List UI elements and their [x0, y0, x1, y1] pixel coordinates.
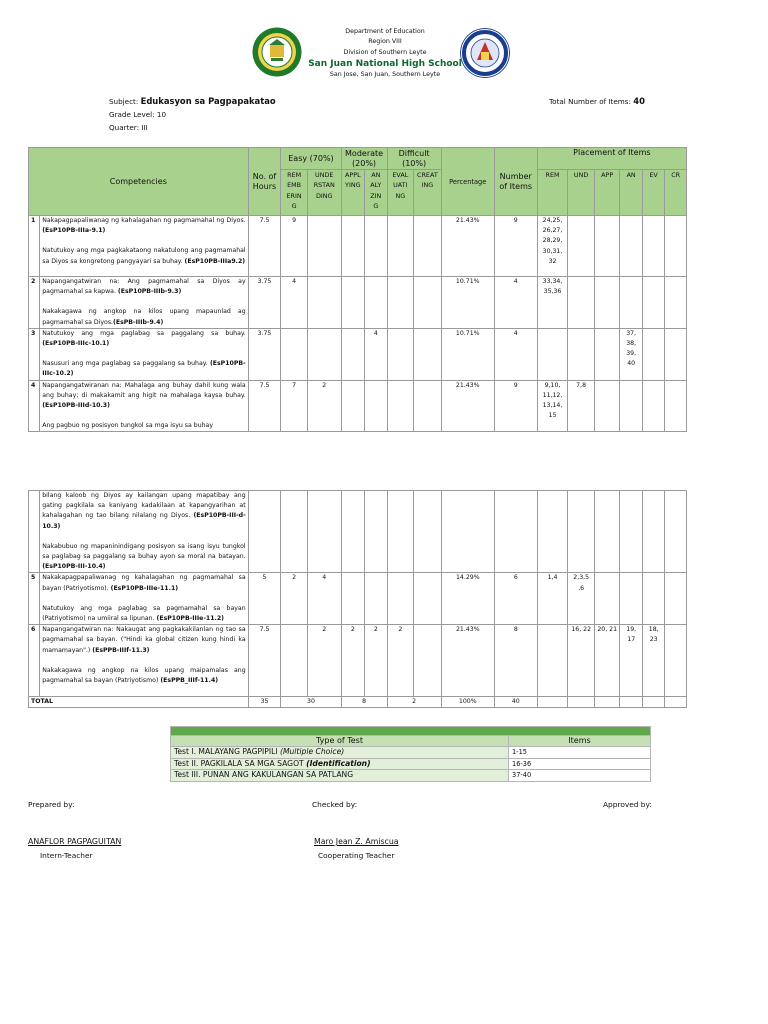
- col-easy: Easy (70%): [281, 148, 341, 170]
- table-row: [29, 491, 687, 573]
- checked-by-label: Checked by:: [312, 800, 358, 809]
- tos-table-page2: [28, 490, 687, 708]
- address-line: San Jose, San Juan, Southern Leyte: [329, 70, 441, 78]
- col-percentage: Percentage: [441, 148, 494, 216]
- table-row: 6 Napangangatwiran na: Nakaugat ang pagkakakilanlan ng tao sa pagmamahal sa bayan. ("Hindi ka global citizen kung hindi ka mamamayan".) (EsPPB-IIIf-11.3) Nakakagawa ng angkop na kilos upang maipamalas ang pagmamahal sa bayan (Patriyotismo) (EsPPB_IIIf-11.4) 7.5 2 2 2 2 21.43% 8 16, 22 20, 21 19, 17 18, 23: [29, 625, 687, 697]
- col-place-ev: EV: [642, 170, 664, 216]
- approved-by-label: Approved by:: [603, 800, 652, 809]
- dept-line: Department of Education: [345, 28, 425, 35]
- school-name: San Juan National High School: [308, 58, 462, 69]
- division-line: Division of Southern Leyte: [343, 48, 427, 56]
- tos-table-page1: [28, 147, 687, 432]
- total-items-value: 40: [633, 96, 645, 106]
- prepared-by-label: Prepared by:: [28, 800, 75, 809]
- competency-cell: Nakakapagpapaliwanag ng kahalagahan ng pagmamahal sa bayan (Patriyotismo). (EsP10PB-IIIe-11.1) Natutukoy ang mga paglabag sa pagmamahal sa bayan (Patriyotismo) na umiiral sa lipunan. (EsP10PB-IIIe-11.2): [40, 573, 248, 625]
- col-creating: CREAT ING: [414, 170, 442, 216]
- col-hours: No. of Hours: [248, 148, 281, 216]
- col-competencies: Competencies: [29, 148, 249, 216]
- competency-cell: Napangangatwiranan na: Mahalaga ang buhay dahil kung wala ang buhay; di makakamit ang higit na mahalaga kaysa buhay. (EsP10PB-IIId-10.3) Ang pagbuo ng posisyon tungkol sa mga isyu sa buhay: [40, 380, 248, 432]
- quarter: Quarter: III: [109, 123, 148, 132]
- table-row: 2 Napangangatwiran na: Ang pagmamahal sa Diyos ay pagmamahal sa kapwa. (EsP10PB-IIIb-9.3) Nakakagawa ng angkop na kilos upang mapaunlad ag pagmamahal sa Diyos.(EsPB-IIIb-9.4) 3.75 4 10.71% 4 33,34, 35,36: [29, 277, 687, 329]
- table-row: 4 Napangangatwiranan na: Mahalaga ang buhay dahil kung wala ang buhay; di makakamit ang higit na mahalaga kaysa buhay. (EsP10PB-IIId-10.3) Ang pagbuo ng posisyon tungkol sa mga isyu sa buhay 7.5 7 2 21.43% 9 9,10, 11,12, 13,14, 15 7,8: [29, 380, 687, 432]
- col-number-items: Number of Items: [494, 148, 537, 216]
- col-place-cr: CR: [665, 170, 687, 216]
- checker-role: Cooperating Teacher: [318, 851, 395, 860]
- col-remembering: REM EMB ERIN G: [281, 170, 308, 216]
- test-type-table: [170, 726, 651, 782]
- test-type-row: Test I. MALAYANG PAGPIPILI (Multiple Choice) 1-15: [171, 747, 651, 758]
- checker-name: Maro Jean Z. Amiscua: [314, 837, 399, 846]
- test-type-row: Test II. PAGKILALA SA MGA SAGOT (Identification) 16-36: [171, 758, 651, 769]
- col-placement: Placement of Items: [537, 148, 686, 170]
- col-place-an: AN: [620, 170, 642, 216]
- subject-value: Edukasyon sa Pagpapakatao: [140, 96, 276, 106]
- grade-level: Grade Level: 10: [109, 110, 167, 119]
- competency-cell: Nakapagpapaliwanag ng kahalagahan ng pagmamahal ng Diyos. (EsP10PB-IIIa-9.1) Natutukoy ang mga pagkakataong nakatulong ang pagmamahal sa Diyos sa kongretong pangyayari sa buhay. (EsP10PB-IIIa9.2): [40, 216, 248, 277]
- col-moderate: Moderate (20%): [341, 148, 387, 170]
- competency-cell: Natutukoy ang mga paglabag sa paggalang sa buhay. (EsP10PB-IIIc-10.1) Nasusuri ang mga paglabag sa paggalang sa buhay. (EsP10PB-IIIc-10.2): [40, 328, 248, 380]
- region-line: Region VIII: [368, 38, 402, 46]
- test-type-row: Test III. PUNAN ANG KAKULANGAN SA PATLANG 37-40: [171, 770, 651, 781]
- col-understanding: UNDE RSTAN DING: [307, 170, 341, 216]
- competency-cell: Napangangatwiran na: Nakaugat ang pagkakakilanlan ng tao sa pagmamahal sa bayan. ("Hindi ka global citizen kung hindi ka mamamayan".) (EsPPB-IIIf-11.3) Nakakagawa ng angkop na kilos upang maipamalas ang pagmamahal sa bayan (Patriyotismo) (EsPPB_IIIf-11.4): [40, 625, 248, 697]
- table-row: 1 Nakapagpapaliwanag ng kahalagahan ng pagmamahal ng Diyos. (EsP10PB-IIIa-9.1) Natutukoy ang mga pagkakataong nakatulong ang pagmamahal sa Diyos sa kongretong pangyayari sa buhay. (EsP10PB-IIIa9.2) 7.5 9 21.43% 9 24,25, 26,27, 28,29, 30,31, 32: [29, 216, 687, 277]
- competency-cell: Napangangatwiran na: Ang pagmamahal sa Diyos ay pagmamahal sa kapwa. (EsP10PB-IIIb-9.3) Nakakagawa ng angkop na kilos upang mapaunlad ag pagmamahal sa Diyos.(EsPB-IIIb-9.4): [40, 277, 248, 329]
- col-items: Items: [509, 736, 651, 747]
- table-row: 3 Natutukoy ang mga paglabag sa paggalang sa buhay. (EsP10PB-IIIc-10.1) Nasusuri ang mga paglabag sa paggalang sa buhay. (EsP10PB-IIIc-10.2) 3.75 4 10.71% 4 37, 38, 39, 40: [29, 328, 687, 380]
- col-place-app: APP: [594, 170, 620, 216]
- col-difficult: Difficult (10%): [387, 148, 441, 170]
- col-place-rem: REM: [537, 170, 568, 216]
- preparer-name: ANAFLOR PAGPAGUITAN: [28, 837, 122, 846]
- preparer-role: Intern-Teacher: [40, 851, 93, 860]
- col-applying: APPL YING: [341, 170, 364, 216]
- competency-cell: bilang kaloob ng Diyos ay kailangan upang mapatibay ang gating pagkilala sa kaniyang kadakilaan at kapangyarihan at kahalagahan ng tao bilang nilalang ng Diyos. (EsP10PB-III-d-10.3) Nakabubuo ng mapaninindigang posisyon sa isang isyu tungkol sa paglabag sa paggalang sa buhay ayon sa moral na batayan. (EsP10PB-III-10.4): [40, 491, 248, 573]
- total-row: TOTAL 35 30 8 2 100% 40: [29, 697, 687, 708]
- total-items-line: Total Number of Items: 40: [549, 96, 645, 106]
- school-header: [290, 27, 480, 80]
- col-place-und: UND: [568, 170, 595, 216]
- col-evaluating: EVAL UATI NG: [387, 170, 414, 216]
- col-analyzing: AN ALY ZIN G: [365, 170, 387, 216]
- table-row: 5 Nakakapagpapaliwanag ng kahalagahan ng pagmamahal sa bayan (Patriyotismo). (EsP10PB-IIIe-11.1) Natutukoy ang mga paglabag sa pagmamahal sa bayan (Patriyotismo) na umiiral sa lipunan. (EsP10PB-IIIe-11.2) 5 2 4 14.29% 6 1,4 2,3,5 ,6: [29, 573, 687, 625]
- col-type-of-test: Type of Test: [171, 736, 509, 747]
- subject-line: Subject: Edukasyon sa Pagpapakatao: [109, 96, 276, 106]
